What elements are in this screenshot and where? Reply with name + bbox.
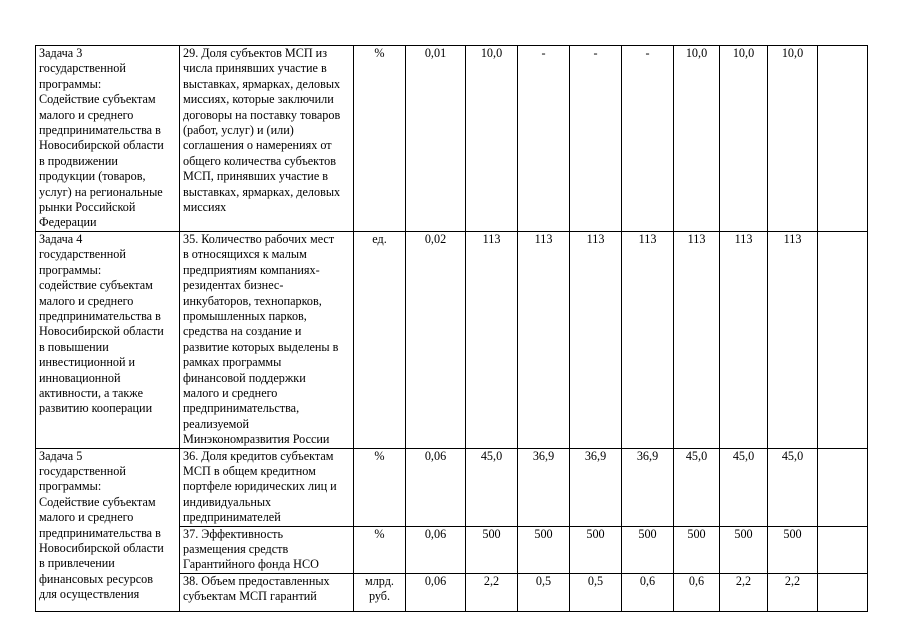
weight-cell: 0,02 — [406, 231, 466, 448]
text-line: государственной — [39, 61, 126, 76]
weight-cell: 0,01 — [406, 46, 466, 232]
text-line: числа принявших участие в — [183, 61, 327, 76]
table-row — [36, 46, 868, 232]
text-line: предпринимательства, — [183, 401, 300, 416]
unit-cell: % — [354, 46, 406, 232]
text-line: Новосибирской области — [39, 138, 164, 153]
text-line: 29. Доля субъектов МСП из — [183, 46, 328, 60]
text-line: миссиях — [183, 200, 227, 215]
indicator-cell — [180, 573, 354, 611]
text-line: инновационной — [39, 370, 121, 385]
text-line: в привлечении — [39, 556, 115, 571]
text-line: программы: — [39, 479, 102, 494]
text-line: инкубаторов, технопарков, — [183, 293, 322, 308]
indicators-table — [35, 45, 868, 612]
weight-cell: 0,06 — [406, 448, 466, 526]
value-cell: 500 — [674, 526, 720, 573]
indicator-cell — [180, 231, 354, 448]
value-cell: 45,0 — [466, 448, 518, 526]
value-cell: 0,6 — [674, 573, 720, 611]
value-cell: 500 — [518, 526, 570, 573]
value-cell: 36,9 — [622, 448, 674, 526]
value-cell — [818, 573, 868, 611]
text-line: Задача 5 — [39, 448, 83, 463]
text-line: продукции (товаров, — [39, 169, 146, 184]
indicator-cell — [180, 448, 354, 526]
unit-cell: % — [354, 526, 406, 573]
text-line: предпринимателей — [183, 510, 281, 525]
text-line: Задача 4 — [39, 231, 83, 246]
text-line: в продвижении — [39, 153, 118, 168]
text-line: финансовой поддержки — [183, 370, 306, 385]
value-cell: 2,2 — [720, 573, 768, 611]
value-cell: 113 — [570, 231, 622, 448]
value-cell: 500 — [622, 526, 674, 573]
text-line: миссиях, которые заключили — [183, 92, 334, 107]
value-cell: 45,0 — [768, 448, 818, 526]
task-cell — [36, 231, 180, 448]
text-line: предприятиям компаниях- — [183, 262, 320, 277]
text-line: для осуществления — [39, 587, 140, 602]
text-line: договоры на поставку товаров — [183, 107, 341, 122]
text-line: размещения средств — [183, 542, 289, 556]
text-line: Содействие субъектам — [39, 92, 156, 107]
unit-cell: ед. — [354, 231, 406, 448]
value-cell: 10,0 — [674, 46, 720, 232]
text-line: малого и среднего — [39, 107, 134, 122]
value-cell: 113 — [622, 231, 674, 448]
text-line: государственной — [39, 463, 126, 478]
value-cell: 113 — [720, 231, 768, 448]
value-cell: 10,0 — [768, 46, 818, 232]
value-cell: 10,0 — [466, 46, 518, 232]
text-line: общего количества субъектов — [183, 153, 336, 168]
text-line: Новосибирской области — [39, 324, 164, 339]
value-cell: 45,0 — [720, 448, 768, 526]
table-row — [36, 231, 868, 448]
value-cell: 36,9 — [518, 448, 570, 526]
text-line: рынки Российской — [39, 200, 136, 215]
value-cell: - — [622, 46, 674, 232]
text-line: 35. Количество рабочих мест — [183, 231, 335, 246]
text-line: Новосибирской области — [39, 541, 164, 555]
text-line: (работ, услуг) и (или) — [183, 123, 294, 138]
value-cell: - — [518, 46, 570, 232]
text-line: в относящихся к малым — [183, 247, 307, 262]
text-line: Задача 3 — [39, 46, 83, 60]
text-line: 36. Доля кредитов субъектам — [183, 448, 334, 463]
value-cell — [818, 46, 868, 232]
text-line: МСП в общем кредитном — [183, 463, 316, 478]
text-line: 37. Эффективность — [183, 526, 284, 541]
value-cell: 113 — [674, 231, 720, 448]
text-line: Гарантийного фонда НСО — [183, 557, 319, 572]
text-line: МСП, принявших участие в — [183, 169, 329, 184]
value-cell: 36,9 — [570, 448, 622, 526]
text-line: программы: — [39, 76, 102, 91]
text-line: соглашения о намерениях от — [183, 138, 332, 153]
text-line: резидентах бизнес- — [183, 278, 284, 293]
value-cell: 113 — [768, 231, 818, 448]
value-cell — [818, 526, 868, 573]
value-cell: 0,5 — [518, 573, 570, 611]
unit-cell — [354, 573, 406, 611]
text-line: малого и среднего — [39, 510, 134, 525]
value-cell: 500 — [466, 526, 518, 573]
text-line: программы: — [39, 262, 102, 277]
text-line: млрд. — [365, 573, 394, 588]
value-cell: 10,0 — [720, 46, 768, 232]
text-line: выставках, ярмарках, деловых — [183, 76, 341, 91]
value-cell: 0,5 — [570, 573, 622, 611]
text-line: Содействие субъектам — [39, 494, 156, 509]
text-line: в повышении — [39, 339, 109, 354]
text-line: активности, а также — [39, 385, 143, 400]
text-line: содействие субъектам — [39, 278, 153, 293]
value-cell: 500 — [720, 526, 768, 573]
text-line: рамках программы — [183, 355, 282, 370]
indicator-cell — [180, 46, 354, 232]
text-line: услуг) на региональные — [39, 184, 163, 199]
value-cell: 500 — [570, 526, 622, 573]
text-line: инвестиционной и — [39, 355, 136, 370]
text-line: малого и среднего — [39, 293, 134, 308]
text-line: государственной — [39, 247, 126, 262]
text-line: выставках, ярмарках, деловых — [183, 184, 341, 199]
value-cell: 500 — [768, 526, 818, 573]
text-line: 38. Объем предоставленных — [183, 573, 330, 588]
value-cell — [818, 448, 868, 526]
text-line: промышленных парков, — [183, 308, 307, 323]
text-line: индивидуальных — [183, 494, 272, 509]
weight-cell: 0,06 — [406, 526, 466, 573]
text-line: руб. — [368, 589, 391, 604]
weight-cell: 0,06 — [406, 573, 466, 611]
value-cell: 0,6 — [622, 573, 674, 611]
text-line: малого и среднего — [183, 385, 278, 400]
text-line: предпринимательства в — [39, 123, 161, 138]
text-line: портфеле юридических лиц и — [183, 479, 337, 494]
value-cell: 113 — [466, 231, 518, 448]
value-cell: - — [570, 46, 622, 232]
value-cell: 2,2 — [768, 573, 818, 611]
text-line: финансовых ресурсов — [39, 571, 153, 586]
text-line: развитие которых выделены в — [183, 339, 339, 354]
unit-cell: % — [354, 448, 406, 526]
text-line: реализуемой — [183, 416, 250, 431]
value-cell: 45,0 — [674, 448, 720, 526]
text-line: субъектам МСП гарантий — [183, 589, 317, 604]
indicator-cell — [180, 526, 354, 573]
text-line: Федерации — [39, 215, 97, 230]
value-cell: 2,2 — [466, 573, 518, 611]
document-page — [35, 45, 868, 612]
text-line: развитию кооперации — [39, 401, 153, 416]
task-cell — [36, 46, 180, 232]
text-line: предпринимательства в — [39, 308, 161, 323]
table-row — [36, 448, 868, 526]
value-cell: 113 — [518, 231, 570, 448]
text-line: предпринимательства в — [39, 525, 161, 540]
value-cell — [818, 231, 868, 448]
text-line: Минэкономразвития России — [183, 432, 330, 447]
text-line: средства на создание и — [183, 324, 302, 339]
task-cell — [36, 448, 180, 611]
